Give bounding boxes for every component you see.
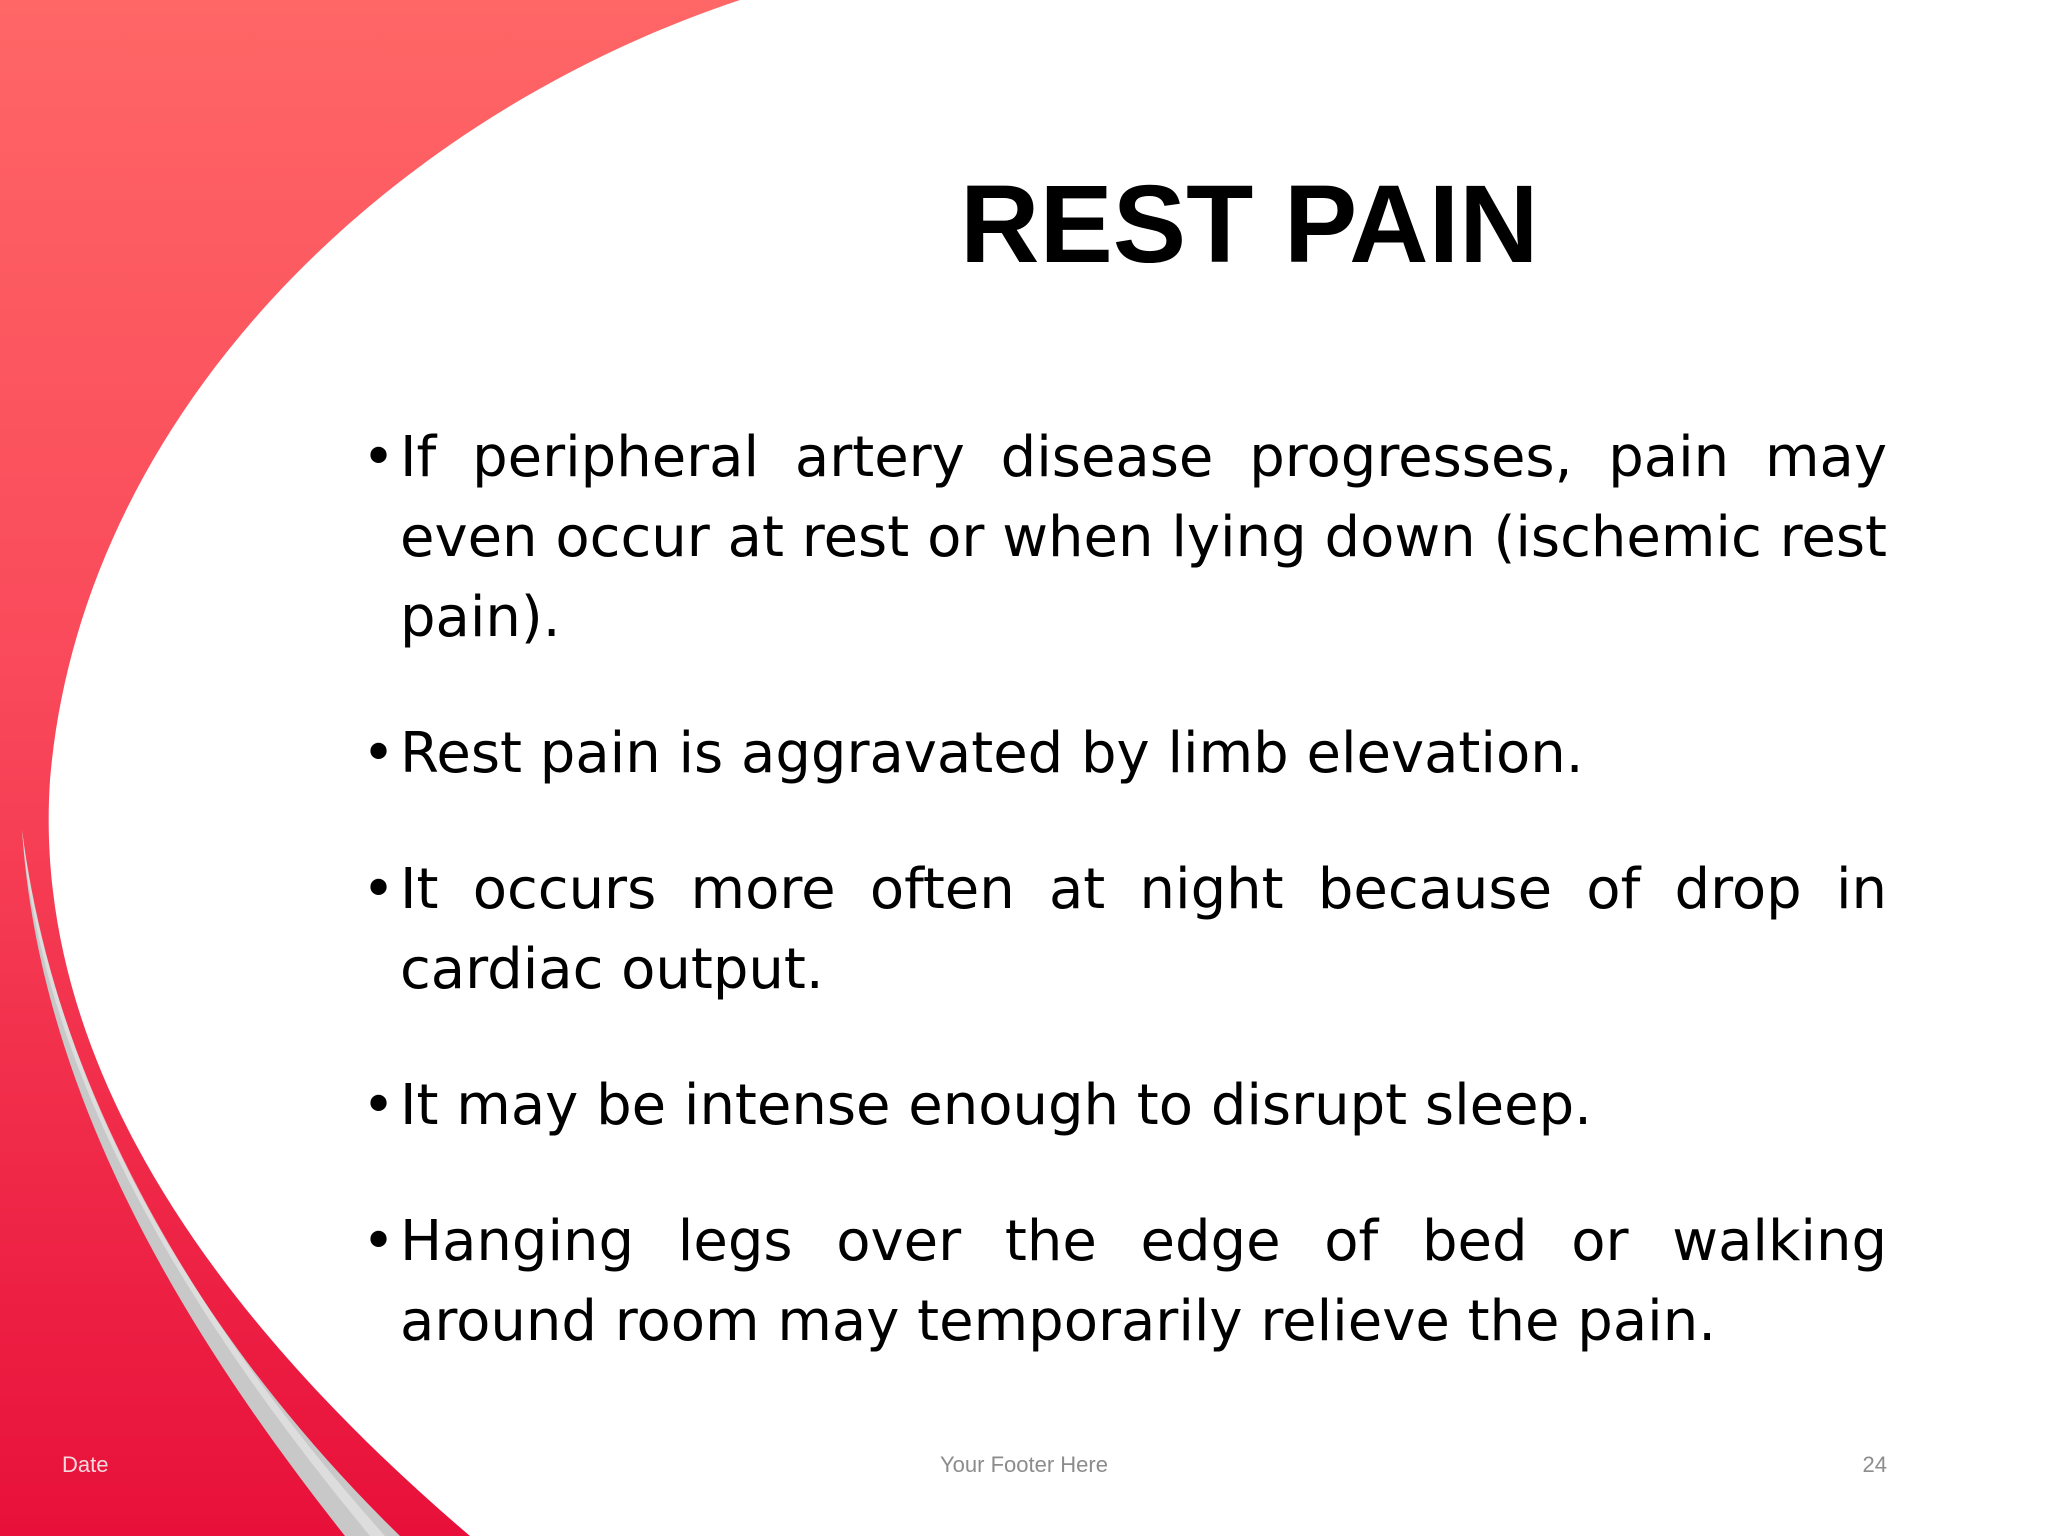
slide-title: REST PAIN [960, 163, 1539, 286]
bullet-item: • It occurs more often at night because of drop in cardiac output. [362, 850, 1887, 1010]
bullet-list [362, 418, 1887, 1418]
footer-date: Date [62, 1452, 109, 1477]
bullet-item: • Rest pain is aggravated by limb elevation. [362, 714, 1887, 794]
bullet-item: • Hanging legs over the edge of bed or walking around room may temporarily relieve the pain. [362, 1202, 1887, 1362]
bullet-item: • If peripheral artery disease progresses, pain may even occur at rest or when lying down (ischemic rest pain). [362, 418, 1887, 658]
bullet-item: • It may be intense enough to disrupt sleep. [362, 1066, 1887, 1146]
slide-number: 24 [1862, 1452, 1887, 1477]
footer-text: Your Footer Here [940, 1452, 1108, 1477]
